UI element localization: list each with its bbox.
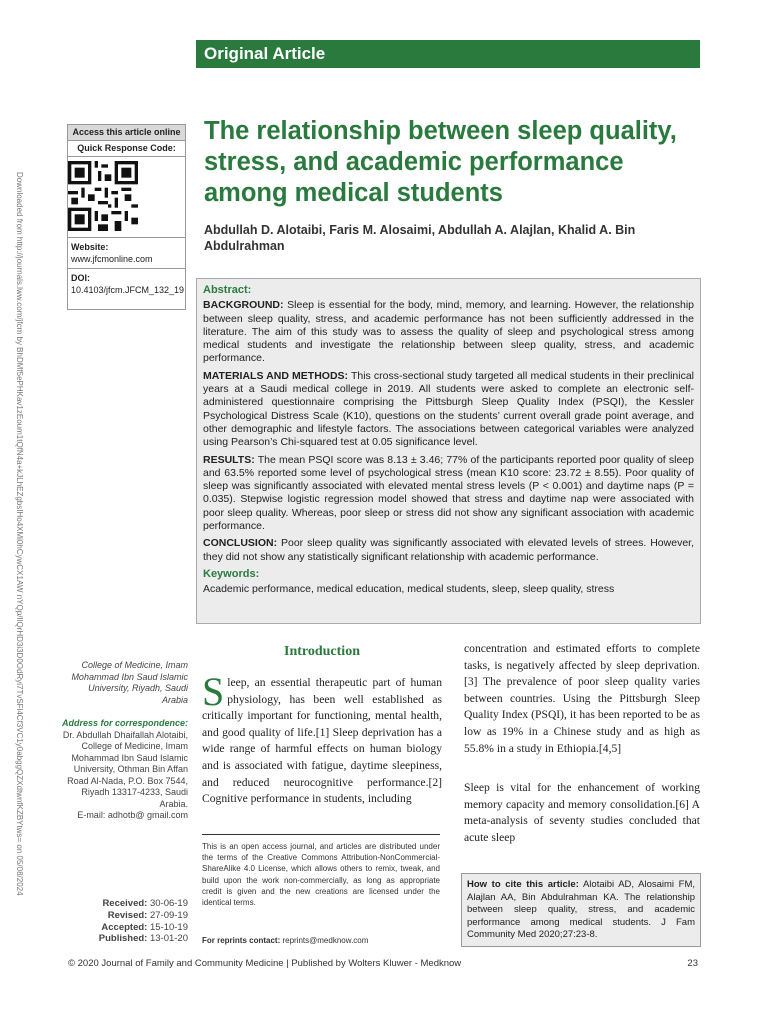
correspondence-address: College of Medicine, Imam Mohammad Ibn Saud Islamic University, Othman Bin Affan Road Al-Nada, P.O. Box 7544, Riyadh 13317-4233, Saudi Arabia.	[67, 741, 188, 809]
background-label: BACKGROUND:	[203, 299, 284, 312]
access-heading: Access this article online	[68, 125, 185, 141]
intro-paragraph-1	[202, 669, 442, 808]
reprints-label: For reprints contact:	[202, 936, 281, 945]
drop-cap: S	[202, 669, 225, 714]
download-note-text: Downloaded from http://journals.lww.com/jfcm by BhDMf5ePHKav1zEoum1tQfN4a+kJLhEZgbsIHo4XMi0hCywCX1AW nYQp/IlQrHD3i3D0OdRyi7TvSFl4Cf3VC1y0abggQZXdtwnfKZBYtws= on 05/08/2024	[15, 172, 24, 896]
website-link[interactable]: www.jfcmonline.com	[71, 254, 153, 264]
qr-code-icon[interactable]	[68, 161, 138, 231]
published-row	[60, 933, 188, 945]
article-title: The relationship between sleep quality, stress, and academic performance among medical students	[204, 117, 677, 207]
correspondence-heading: Address for correspondence:	[61, 718, 188, 728]
cite-label: How to cite this article:	[467, 879, 579, 890]
reprints-note	[202, 936, 440, 945]
abstract-results	[203, 454, 694, 534]
footer-text: © 2020 Journal of Family and Community Medicine | Published by Wolters Kluwer - Medknow	[68, 958, 462, 969]
page-footer	[68, 958, 698, 969]
download-note	[10, 172, 24, 896]
institution: College of Medicine, Imam Mohammad Ibn Saud Islamic University, Riyadh, Saudi Arabia	[71, 660, 188, 705]
intro-paragraph-1-continued: concentration and estimated efforts to complete tasks, is negatively affected by sleep deprivation.[3] The prevalence of poor sleep quality varies between countries. Using the Pittsburgh Sleep Quality Index (PSQI), it has been reported to be as low as 19% in a Chinese study and as high as 55.8% in a study in Ethiopia.[4,5]	[464, 642, 700, 755]
received-date: 30-06-19	[149, 898, 188, 909]
background-text: Sleep is essential for the body, mind, memory, and learning. However, the relationship between sleep quality, stress, and academic performance has not been sufficiently addressed in the literature. The aim of this study was to assess the quality of sleep and psychological stress among medical students and investigate the relationship between sleep quality, stress, and academic performance.	[203, 299, 694, 365]
methods-label: MATERIALS AND METHODS:	[203, 369, 349, 382]
website-label: Website:	[71, 242, 109, 252]
keywords-text: Academic performance, medical education, medical students, sleep, sleep quality, stress	[203, 583, 615, 596]
qr-label: Quick Response Code:	[68, 141, 185, 157]
abstract-methods	[203, 370, 694, 450]
access-box	[67, 124, 186, 310]
revised-row	[60, 910, 188, 922]
accepted-row	[60, 922, 188, 934]
correspondence-email[interactable]: E-mail: adhotb@ gmail.com	[77, 810, 188, 820]
published-date: 13-01-20	[149, 933, 188, 945]
abstract-background	[203, 299, 694, 365]
accepted-label: Accepted:	[101, 921, 148, 933]
dates-block	[60, 898, 188, 945]
results-label: RESULTS:	[203, 453, 255, 466]
conclusion-label: CONCLUSION:	[203, 537, 278, 550]
introduction-heading: Introduction	[284, 644, 360, 659]
revised-label: Revised:	[107, 909, 148, 921]
received-label: Received:	[102, 898, 148, 909]
cite-text: Alotaibi AD, Alosaimi FM, Alajlan AA, Bin Abdulrahman KA. The relationship between sleep quality, stress, and academic performance among medical students. J Fam Community Med 2020;27:23-8.	[467, 879, 695, 941]
results-text: The mean PSQI score was 8.13 ± 3.46; 77% of the participants reported poor quality of sleep and 63.5% reported some level of psychological stress (mean K10 score: 23.72 ± 8.55). Poor quality of sleep was significantly associated with elevated mental stress levels (P < 0.001) and daytime naps (P = 0.035). Stepwise logistic regression model showed that stress and daytime nap were associated with poor sleep quality. Whereas, poor sleep or stress did not show any significant association with academic performance.	[203, 453, 694, 533]
abstract-conclusion	[203, 537, 694, 564]
article-type-banner: Original Article	[196, 40, 700, 68]
affiliation-block	[60, 660, 188, 822]
intro-paragraph-2: Sleep is vital for the enhancement of working memory capacity and memory consolidation.[6] A meta-analysis of seventy studies concluded that acute sleep	[464, 781, 700, 844]
doi-link[interactable]: 10.4103/jfcm.JFCM_132_19	[71, 285, 185, 295]
reprints-email[interactable]: reprints@medknow.com	[282, 936, 369, 945]
abstract-heading: Abstract:	[203, 284, 252, 296]
received-row	[60, 898, 188, 910]
abstract-panel	[196, 278, 701, 624]
correspondence-name: Dr. Abdullah Dhaifallah Alotaibi,	[62, 729, 188, 740]
license-note: This is an open access journal, and articles are distributed under the terms of the Creative Commons Attribution-NonCommercial-ShareAlike 4.0 License, which allows others to remix, tweak, and build upon the work non-commercially, as long as appropriate credit is given and the new creations are licensed under the identical terms.	[202, 834, 440, 908]
citation-box	[461, 873, 701, 947]
conclusion-text: Poor sleep quality was significantly associated with elevated levels of strees. However, they did not show any statistically significant relationship with academic performance.	[203, 537, 694, 563]
intro-p1-text: leep, an essential therapeutic part of human physiology, has been well established as critically important for functioning, mental health, and good quality of life.[1] Sleep deprivation has a wide range of harmful effects on human biology and is associated with fatigue, daytime sleepiness, and reduced neurocognitive performance.[2] Cognitive performance in students, including	[202, 676, 442, 806]
page-number: 23	[687, 958, 698, 969]
methods-text: This cross-sectional study targeted all medical students in their preclinical years at a Saudi medical college in 2019. All students were asked to complete an electronic self-administered questionnaire comprising the Pittsburgh Sleep Quality Index (PSQI), the Kessler Psychological Distress Scale (K10), questions on the students’ current overall grade point average, and other demographic and lifestyle factors. The associations between categorical variables were analyzed using Pearson’s Chi-squared test at 0.05 significance level.	[203, 369, 694, 449]
author-list: Abdullah D. Alotaibi, Faris M. Alosaimi, Abdullah A. Alajlan, Khalid A. Bin Abdulrahman	[204, 223, 636, 253]
keywords-heading: Keywords:	[203, 567, 260, 580]
doi-label: DOI:	[71, 273, 90, 283]
revised-date: 27-09-19	[149, 909, 188, 921]
published-label: Published:	[98, 933, 148, 945]
accepted-date: 15-10-19	[149, 921, 188, 933]
